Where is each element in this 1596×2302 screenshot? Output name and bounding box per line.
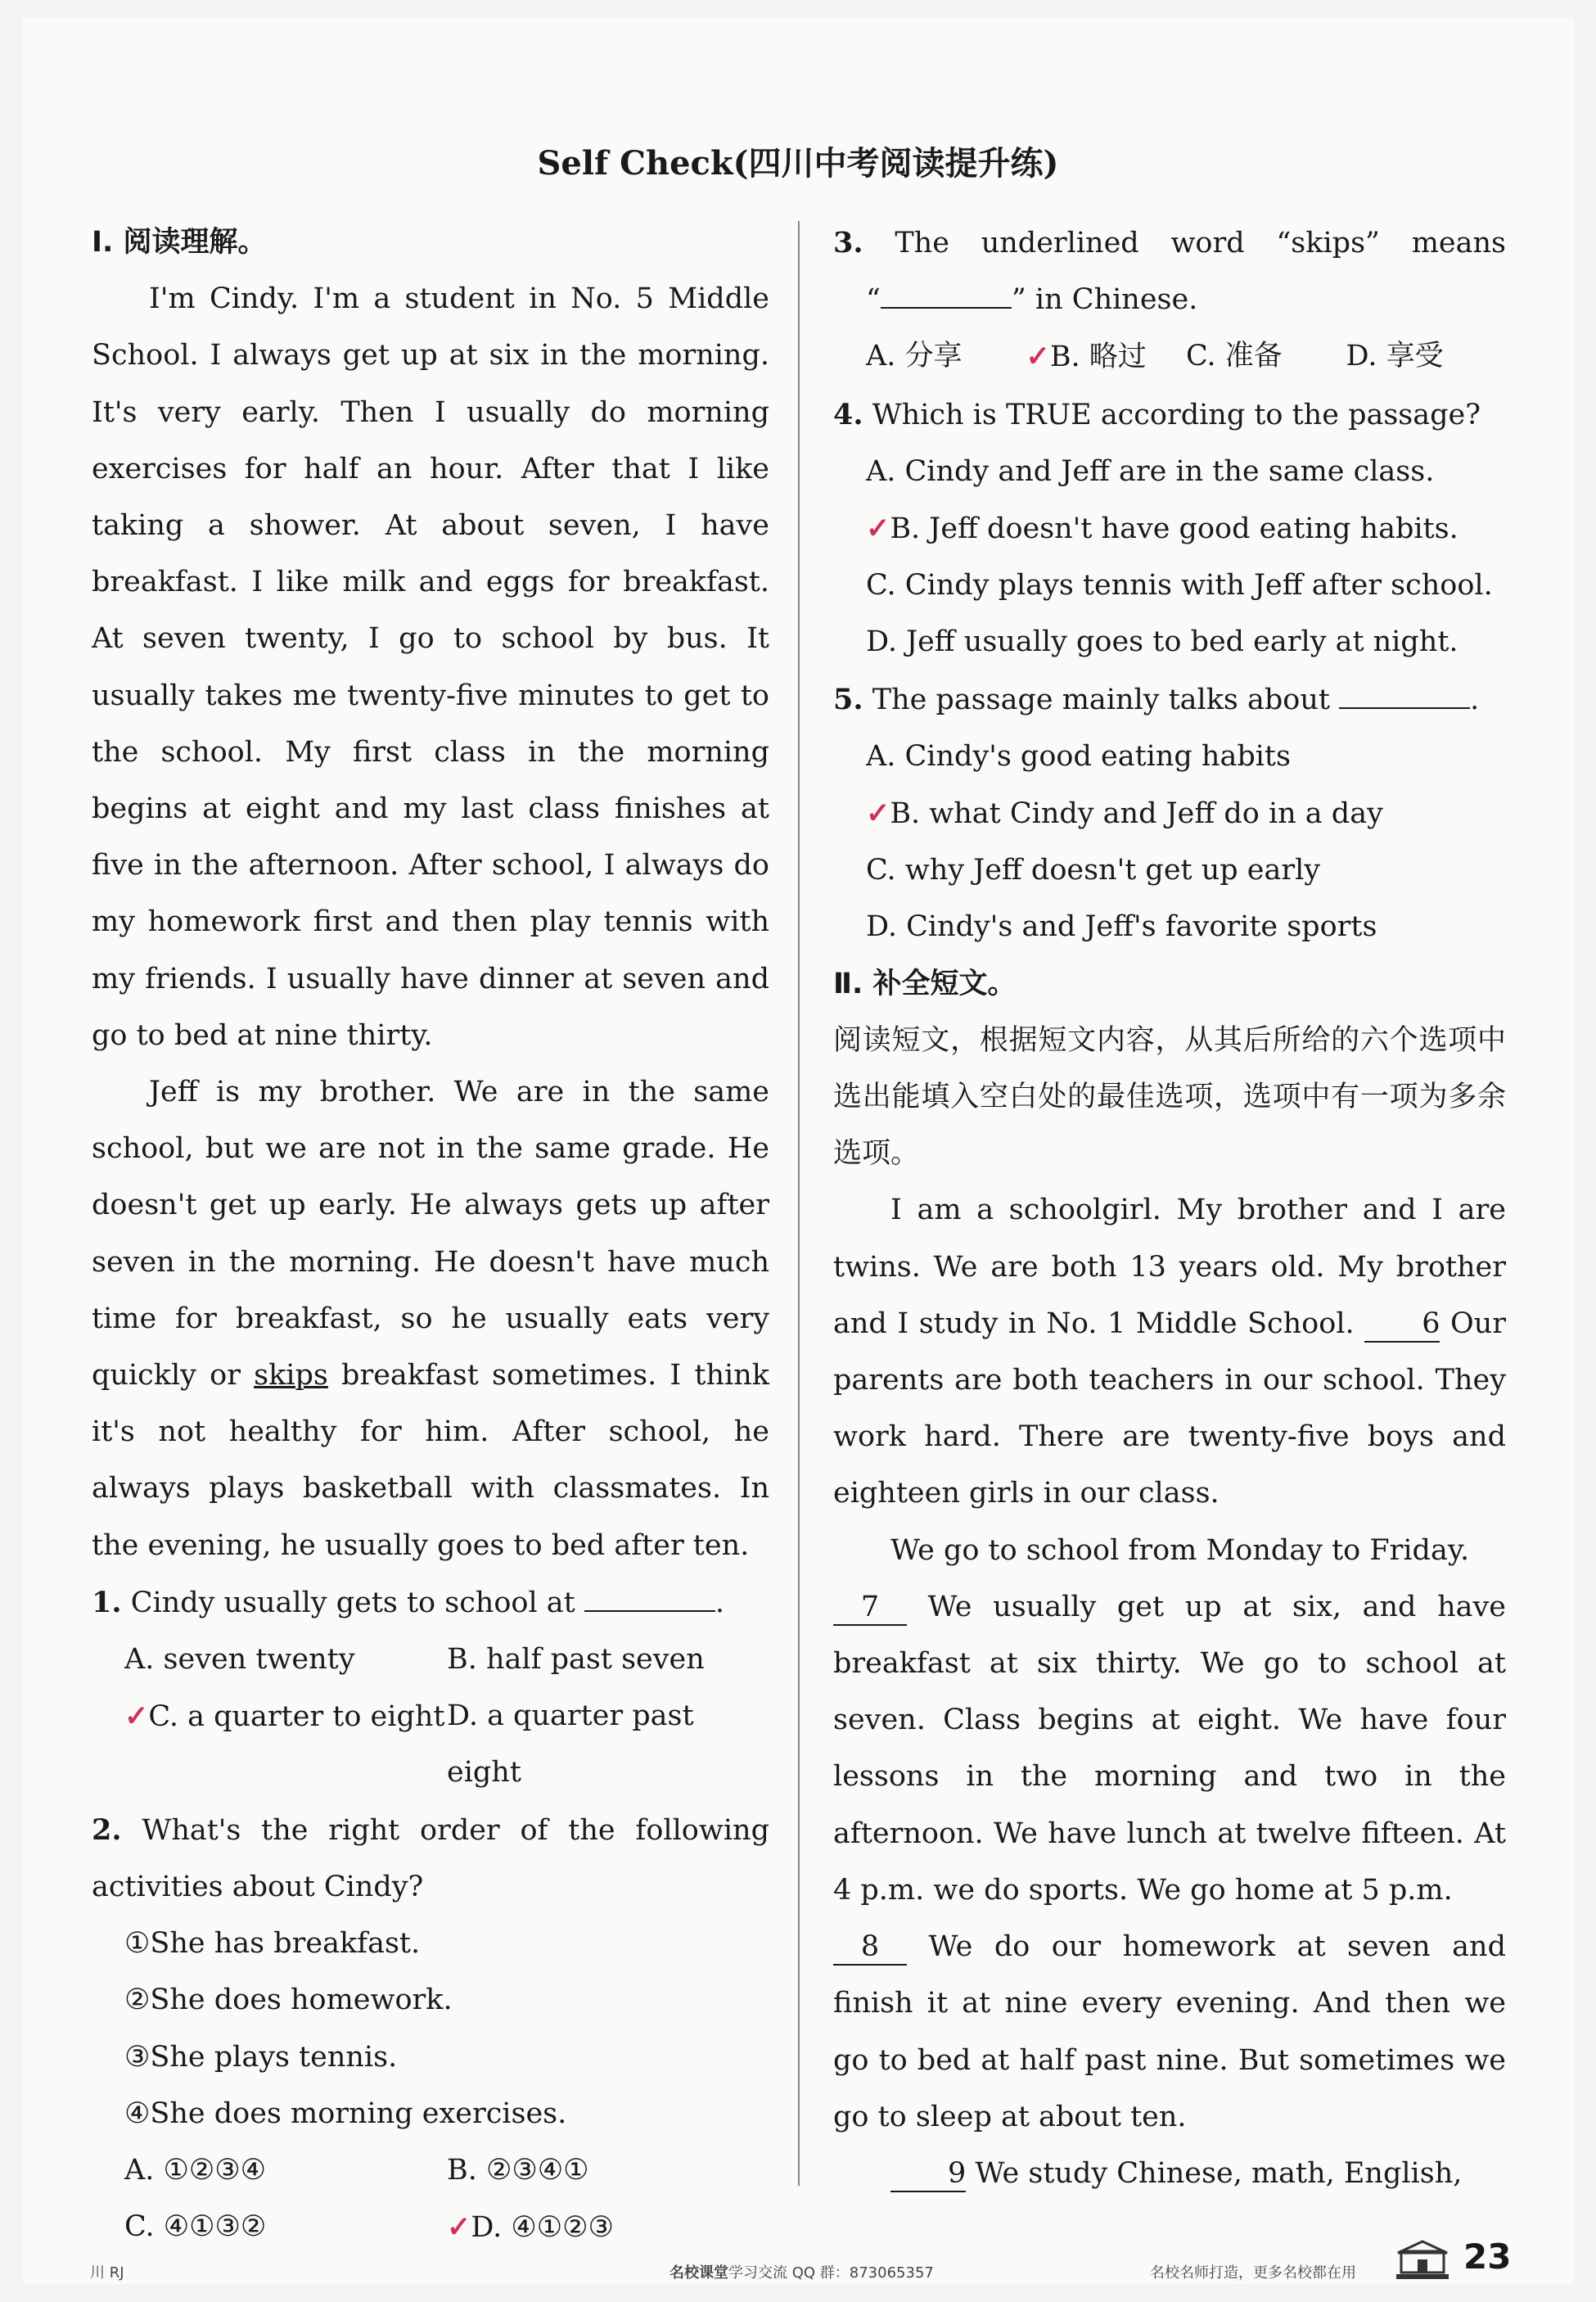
passage-paragraph-1: I'm Cindy. I'm a student in No. 5 Middle School. I always get up at six in the morning. It's very early. Then I usually do morning exercises for half an hour. After that I like taking a shower. At about seven, I have breakfast. I like milk and eggs for breakfast. At seven twenty, I go to school by bus. It usually takes me twenty-five minutes to get to the school. My first class in the morning begins at eight and my last class finishes at five in the afternoon. After school, I always do my homework first and then play tennis with my friends. I usually have dinner at seven and go to bed at nine thirty. [92, 282, 769, 1052]
footer-qq-text: 学习交流 QQ 群：873065357 [728, 2264, 934, 2282]
question-1 [92, 1574, 769, 1632]
question-4-option-a[interactable]: A. Cindy and Jeff are in the same class. [866, 454, 1435, 488]
question-1-option-a[interactable]: A. seven twenty [124, 1643, 355, 1677]
question-3-option-b-text: B. 略过 [1049, 341, 1147, 374]
question-1-number: 1. [92, 1585, 122, 1619]
question-5-stem: The passage mainly talks about [872, 683, 1330, 716]
question-2-option-d-text: D. ④①②③ [471, 2211, 614, 2245]
question-1-option-c[interactable] [124, 1688, 447, 1801]
blank-7[interactable]: 7 [833, 1590, 907, 1626]
question-1-blank[interactable] [584, 1610, 715, 1612]
question-2-option-a[interactable]: A. ①②③④ [124, 2153, 267, 2187]
question-2-number: 2. [92, 1812, 122, 1847]
question-4 [833, 386, 1506, 444]
question-4-option-d[interactable]: D. Jeff usually goes to bed early at night. [866, 625, 1458, 659]
page-number: 23 [1463, 2237, 1512, 2277]
question-1-end: . [715, 1586, 725, 1619]
cloze-paragraph-2-continued-2 [833, 1919, 1506, 2146]
question-3-option-c[interactable]: C. 准备 [1186, 340, 1283, 373]
footer-slogan: 名校名师打造，更多名校都在用 [1150, 2264, 1356, 2282]
question-1-option-c-text: C. a quarter to eight [148, 1700, 445, 1734]
question-3-blank[interactable] [881, 307, 1012, 309]
question-4-option-b[interactable] [833, 500, 1506, 557]
question-3-number: 3. [833, 226, 863, 260]
check-mark-icon: ✓ [866, 512, 890, 546]
cloze-paragraph-1 [833, 1182, 1506, 1522]
question-2 [92, 1802, 769, 1916]
question-2-stem: What's the right order of the following activities about Cindy? [92, 1813, 769, 1903]
question-2-options-row-1 [92, 2142, 769, 2199]
question-1-options-row-1 [92, 1632, 769, 1688]
footer-brand: 名校课堂 [670, 2264, 728, 2282]
question-3-option-a[interactable]: A. 分享 [866, 340, 963, 373]
question-2-item-3: ③She plays tennis. [124, 2040, 398, 2074]
page-title: Self Check(四川中考阅读提升练) [537, 144, 1059, 183]
left-column [92, 214, 769, 2256]
blank-8[interactable]: 8 [833, 1930, 907, 1966]
question-5-end: . [1470, 683, 1480, 716]
underlined-word-skips: skips [254, 1359, 328, 1392]
cloze-paragraph-2-continued [833, 1579, 1506, 1919]
check-mark-icon: ✓ [1026, 340, 1050, 374]
cloze-paragraph-2-part1: We go to school from Monday to Friday. [890, 1533, 1470, 1567]
question-3-quote-close: ” in Chinese. [1011, 283, 1198, 317]
section1-heading: Ⅰ. 阅读理解。 [92, 226, 267, 259]
right-column [833, 214, 1506, 2202]
question-2-item-1: ①She has breakfast. [124, 1927, 421, 1961]
column-divider [798, 221, 800, 2186]
cloze-paragraph-3 [833, 2146, 1506, 2202]
cloze-paragraph-2-part2: We usually get up at six, and have breakfast at six thirty. We go to school at seven. Class begins at eight. We have four lessons in the morning and two in the afternoon. We have lunch at twelve fifteen. At 4 p.m. we do sports. We go home at 5 p.m. [833, 1590, 1506, 1907]
question-1-options-row-2 [92, 1688, 769, 1801]
cloze-paragraph-1-part2: Our parents are both teachers in our school. They work hard. There are twenty-five boys and eighteen girls in our class. [833, 1307, 1506, 1510]
question-1-stem: Cindy usually gets to school at [130, 1586, 575, 1619]
school-logo-icon [1393, 2238, 1452, 2281]
check-mark-icon: ✓ [124, 1699, 149, 1734]
question-5-number: 5. [833, 682, 863, 716]
question-3-quote-open: “ [866, 283, 881, 317]
section2-heading: Ⅱ. 补全短文。 [833, 967, 1017, 1000]
section2-instruction: 阅读短文，根据短文内容，从其后所给的六个选项中选出能填入空白处的最佳选项，选项中有一项为多余选项。 [833, 1023, 1506, 1171]
check-mark-icon: ✓ [447, 2210, 471, 2245]
passage-paragraph-2-part2: breakfast sometimes. I think it's not healthy for him. After school, he always plays basketball with classmates. In the evening, he usually goes to bed after ten. [92, 1359, 769, 1562]
question-3-blank-line [833, 272, 1506, 328]
question-5-option-c[interactable]: C. why Jeff doesn't get up early [866, 854, 1321, 887]
question-5-option-a[interactable]: A. Cindy's good eating habits [866, 739, 1291, 773]
question-2-option-d[interactable] [447, 2199, 769, 2256]
question-2-option-b[interactable]: B. ②③④① [447, 2153, 589, 2187]
question-5-option-b[interactable] [833, 785, 1506, 842]
question-2-options-row-2 [92, 2199, 769, 2256]
question-3-option-b[interactable] [1026, 328, 1187, 386]
question-1-option-b[interactable]: B. half past seven [447, 1643, 705, 1677]
question-4-number: 4. [833, 397, 863, 431]
question-2-item-2: ②She does homework. [124, 1984, 453, 2017]
passage-paragraph-2-part1: Jeff is my brother. We are in the same school, but we are not in the same grade. He doesn't get up early. He always gets up after seven in the morning. He doesn't have much time for breakfast, so he usually eats very quickly or [92, 1076, 769, 1392]
question-3 [833, 214, 1506, 272]
footer-edition-label: 川 RJ [90, 2264, 124, 2282]
question-3-option-d[interactable]: D. 享受 [1346, 340, 1444, 373]
blank-9[interactable]: 9 [890, 2156, 966, 2192]
blank-6[interactable]: 6 [1364, 1307, 1440, 1343]
footer-qq-group [670, 2261, 934, 2282]
question-5-option-d[interactable]: D. Cindy's and Jeff's favorite sports [866, 910, 1377, 944]
question-4-option-c[interactable]: C. Cindy plays tennis with Jeff after school. [866, 569, 1493, 603]
question-5-blank[interactable] [1339, 707, 1470, 709]
cloze-paragraph-2-part3: We do our homework at seven and finish it at nine every evening. And then we go to bed at half past nine. But sometimes we go to sleep at about ten. [833, 1930, 1506, 2133]
question-4-option-b-text: B. Jeff doesn't have good eating habits. [890, 512, 1458, 546]
question-5 [833, 671, 1506, 729]
check-mark-icon: ✓ [866, 797, 890, 831]
question-2-option-c[interactable]: C. ④①③② [124, 2210, 267, 2244]
question-2-item-4: ④She does morning exercises. [124, 2097, 567, 2130]
question-3-stem: The underlined word “skips” means [895, 227, 1506, 260]
question-4-stem: Which is TRUE according to the passage? [872, 398, 1481, 431]
passage-paragraph-2 [92, 1064, 769, 1574]
cloze-paragraph-1-part1: I am a schoolgirl. My brother and I are twins. We are both 13 years old. My brother and I study in No. 1 Middle School. [833, 1194, 1506, 1340]
question-3-options [833, 328, 1506, 386]
cloze-paragraph-2 [833, 1523, 1506, 1579]
cloze-paragraph-3-part1: We study Chinese, math, English, [975, 2156, 1463, 2190]
question-1-option-d[interactable]: D. a quarter past eight [447, 1699, 694, 1790]
question-5-option-b-text: B. what Cindy and Jeff do in a day [890, 797, 1383, 831]
